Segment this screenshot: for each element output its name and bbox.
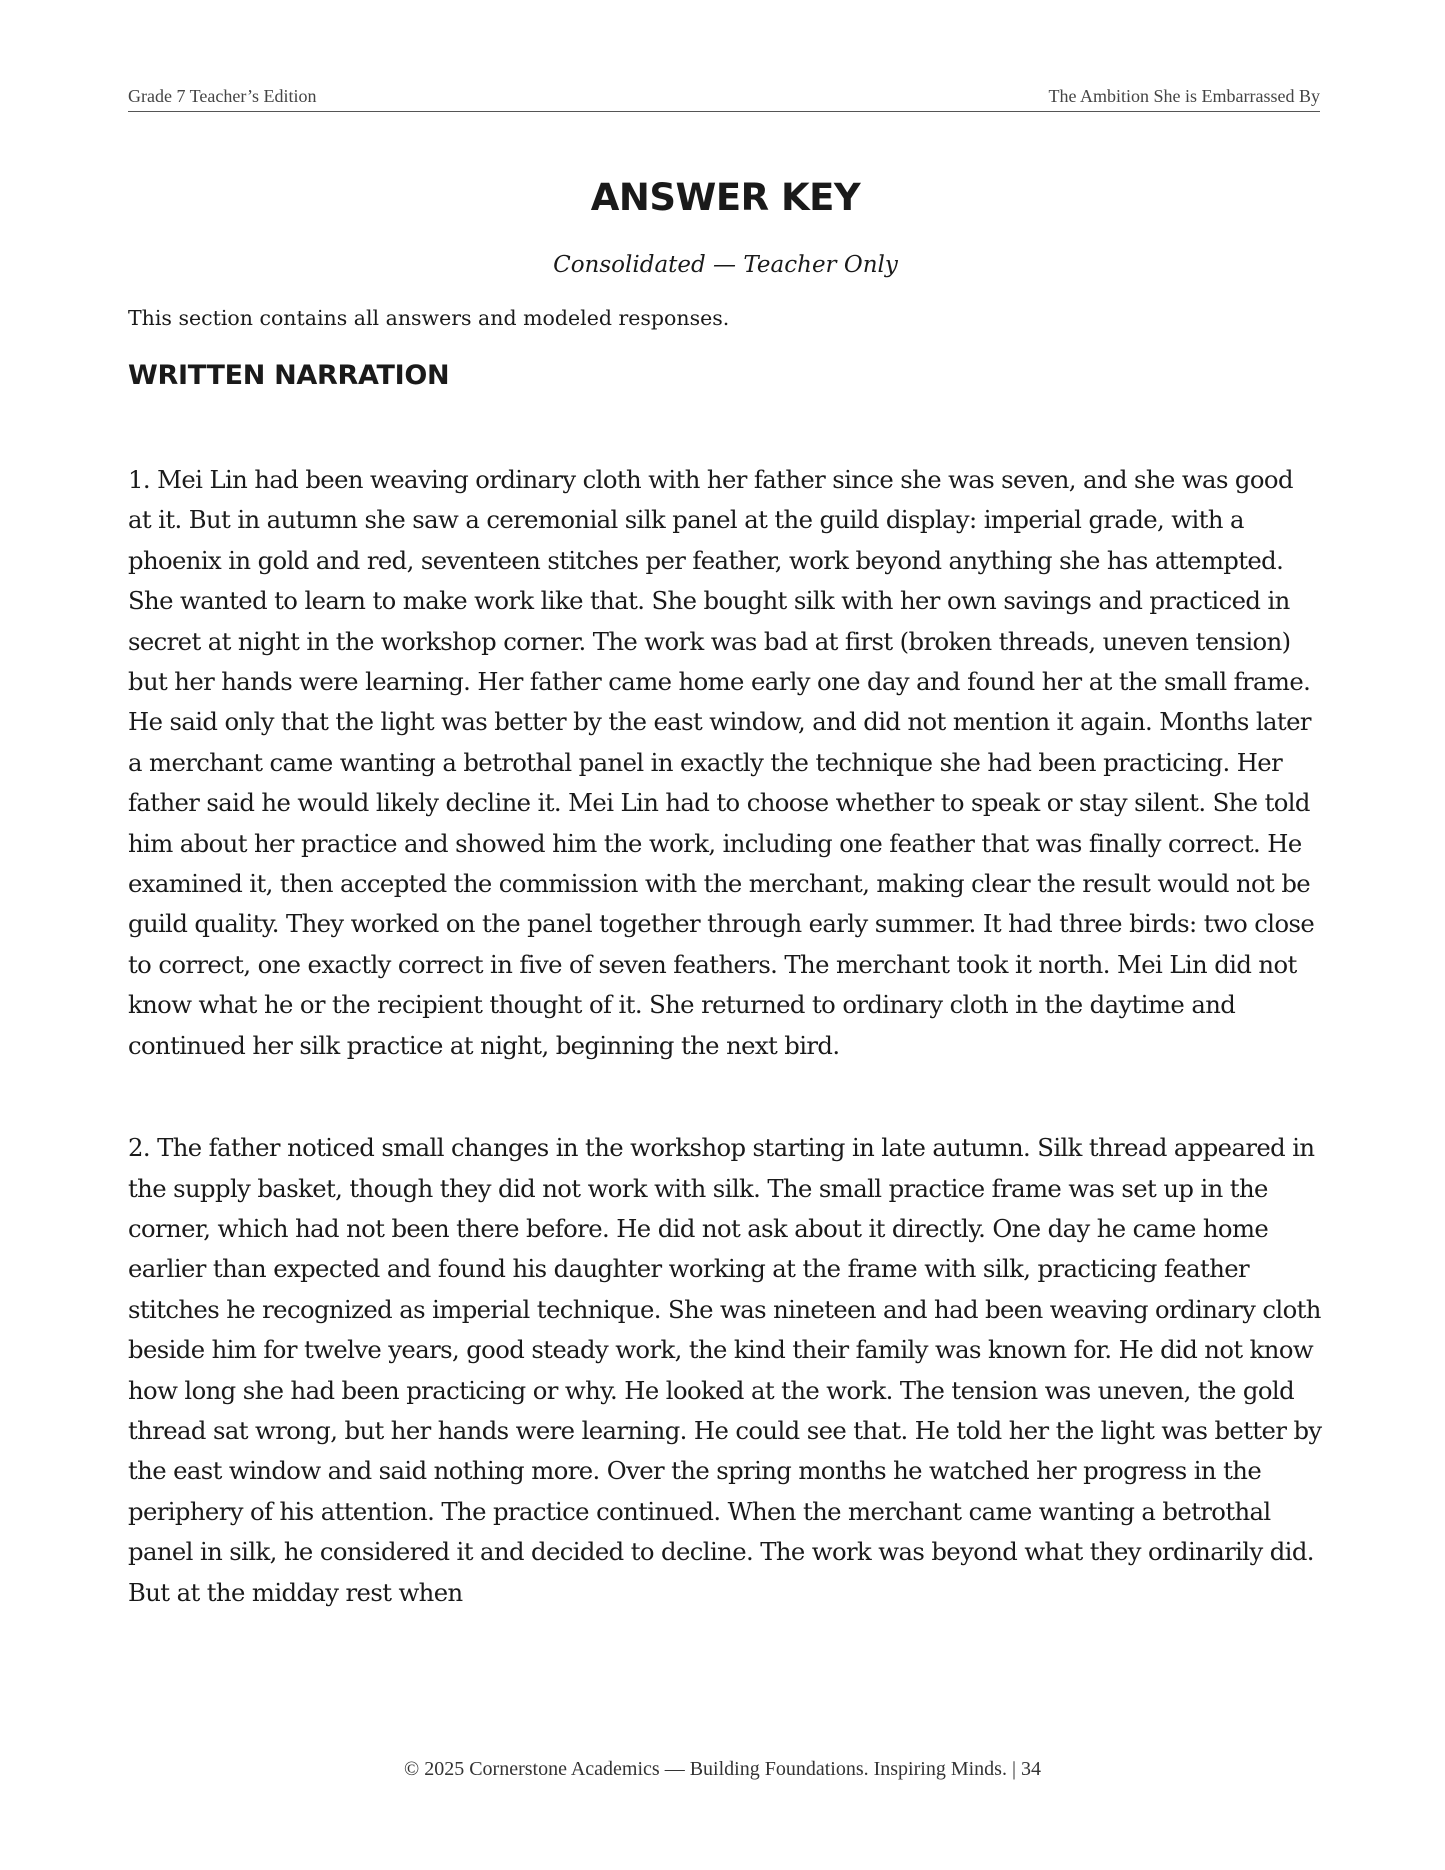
page-footer: © 2025 Cornerstone Academics — Building Foundations. Inspiring Minds. | 34: [404, 1758, 1041, 1780]
page-subtitle: Consolidated — Teacher Only: [553, 252, 898, 278]
page-content: [128, 170, 1323, 1613]
header-edition-label: Grade 7 Teacher’s Edition: [128, 86, 317, 106]
running-header: [128, 84, 1320, 112]
intro-text: This section contains all answers and modeled responses.: [128, 306, 730, 330]
header-story-title: The Ambition She is Embarrassed By: [1048, 86, 1320, 106]
section-heading: WRITTEN NARRATION: [128, 360, 450, 391]
answer-item-2: 2. The father noticed small changes in the workshop starting in late autumn. Silk thread appeared in the supply basket, though they did not work with silk. The small practice frame was set up in the corner, which had not been there before. He did not ask about it directly. One day he came home earlier than expected and found his daughter working at the frame with silk, practicing feather stitches he recognized as imperial technique. She was nineteen and had been weaving ordinary cloth beside him for twelve years, good steady work, the kind their family was known for. He did not know how long she had been practicing or why. He looked at the work. The tension was uneven, the gold thread sat wrong, but her hands were learning. He could see that. He told her the light was better by the east window and said nothing more. Over the spring months he watched her progress in the periphery of his attention. The practice continued. When the merchant came wanting a betrothal panel in silk, he considered it and decided to decline. The work was beyond what they ordinarily did. But at the midday rest when: [128, 1133, 1322, 1607]
page-title: ANSWER KEY: [590, 176, 861, 219]
answer-item-1: 1. Mei Lin had been weaving ordinary cloth with her father since she was seven, and she was good at it. But in autumn she saw a ceremonial silk panel at the guild display: imperial grade, with a phoenix in gold and red, seventeen stitches per feather, work beyond anything she has attempted. She wanted to learn to make work like that. She bought silk with her own savings and practiced in secret at night in the workshop corner. The work was bad at first (broken threads, uneven tension) but her hands were learning. Her father came home early one day and found her at the small frame. He said only that the light was better by the east window, and did not mention it again. Months later a merchant came wanting a betrothal panel in exactly the technique she had been practicing. Her father said he would likely decline it. Mei Lin had to choose whether to speak or stay silent. She told him about her practice and showed him the work, including one feather that was finally correct. He examined it, then accepted the commission with the merchant, making clear the result would not be guild quality. They worked on the panel together through early summer. It had three birds: two close to correct, one exactly correct in five of seven feathers. The merchant took it north. Mei Lin did not know what he or the recipient thought of it. She returned to ordinary cloth in the daytime and continued her silk practice at night, beginning the next bird.: [128, 465, 1315, 1060]
